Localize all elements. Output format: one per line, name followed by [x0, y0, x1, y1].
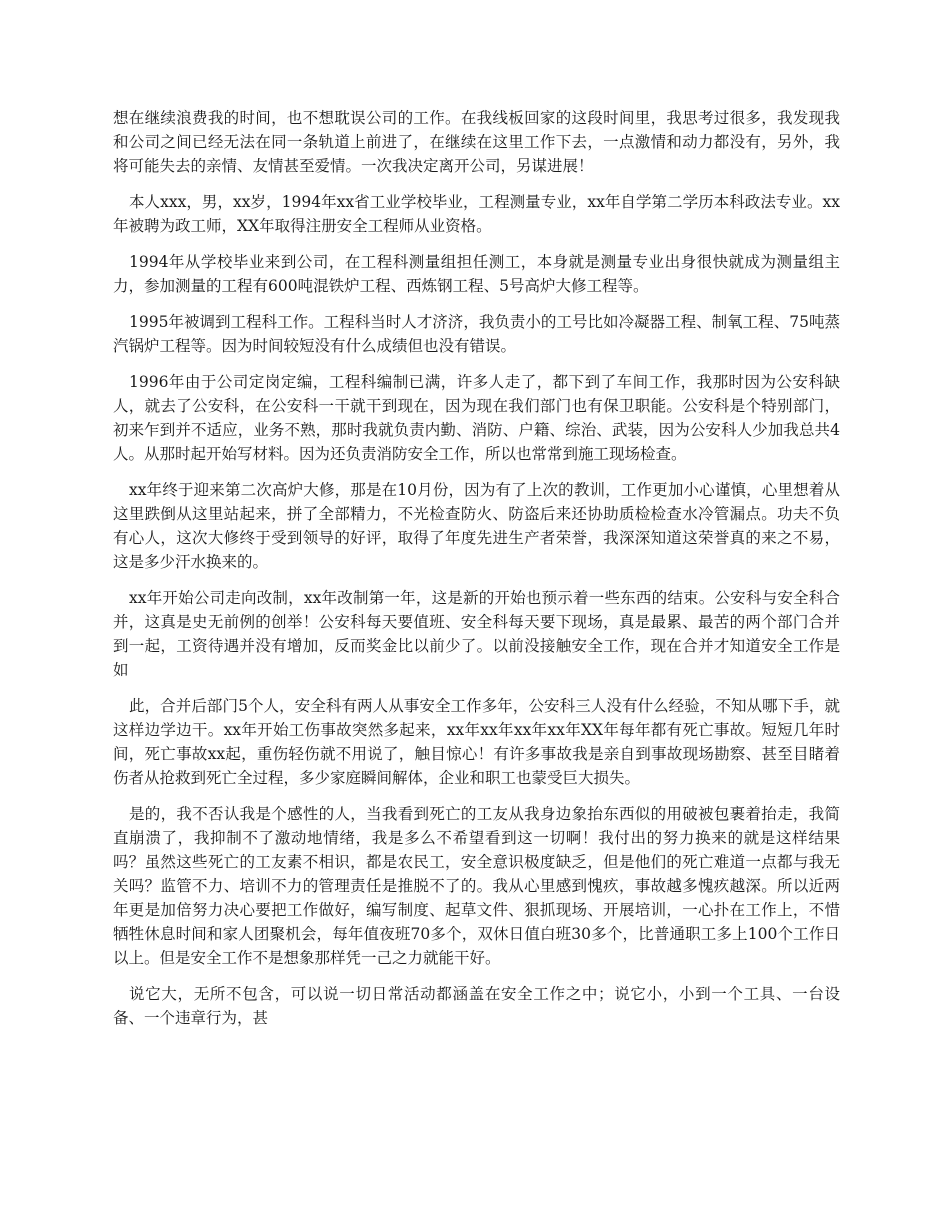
paragraph-9: 是的，我不否认我是个感性的人，当我看到死亡的工友从我身边象抬东西似的用破被包裹着抬走，我简直崩溃了，我抑制不了激动地情绪，我是多么不希望看到这一切啊！我付出的努力换来的就是这样结果吗？虽然这些死亡的工友素不相识，都是农民工，安全意识极度缺乏，但是他们的死亡难道一点都与我无关吗？监管不力、培训不力的管理责任是推脱不了的。我从心里感到愧疚，事故越多愧疚越深。所以近两年更是加倍努力决心要把工作做好，编写制度、起草文件、狠抓现场、开展培训，一心扑在工作上，不惜牺牲休息时间和家人团聚机会，每年值夜班70多个，双休日值白班30多个，比普通职工多上100个工作日以上。但是安全工作不是想象那样凭一己之力就能干好。 [113, 805, 840, 967]
paragraph-2: 本人xxx，男，xx岁，1994年xx省工业学校毕业，工程测量专业，xx年自学第二学历本科政法专业。xx年被聘为政工师，XX年取得注册安全工程师从业资格。 [113, 193, 840, 235]
document-page [113, 106, 840, 1042]
paragraph-7: xx年开始公司走向改制，xx年改制第一年，这是新的开始也预示着一些东西的结束。公安科与安全科合并，这真是史无前例的创举！公安科每天要值班、安全科每天要下现场，真是最累、最苦的两个部门合并到一起，工资待遇并没有增加，反而奖金比以前少了。以前没接触安全工作，现在合并才知道安全工作是如 [113, 589, 840, 679]
paragraph-8: 此，合并后部门5个人，安全科有两人从事安全工作多年，公安科三人没有什么经验，不知从哪下手，就这样边学边干。xx年开始工伤事故突然多起来，xx年xx年xx年xx年XX年每年都有死亡事故。短短几年时间，死亡事故xx起，重伤轻伤就不用说了，触目惊心！有许多事故我是亲自到事故现场勘察、甚至目睹着伤者从抢救到死亡全过程，多少家庭瞬间解体，企业和职工也蒙受巨大损失。 [113, 697, 840, 787]
paragraph-5: 1996年由于公司定岗定编，工程科编制已满，许多人走了，都下到了车间工作，我那时因为公安科缺人，就去了公安科，在公安科一干就干到现在，因为现在我们部门也有保卫职能。公安科是个特别部门，初来乍到并不适应，业务不熟，那时我就负责内勤、消防、户籍、综治、武装，因为公安科人少加我总共4人。从那时起开始写材料。因为还负责消防安全工作，所以也常常到施工现场检查。 [113, 373, 840, 463]
paragraph-4: 1995年被调到工程科工作。工程科当时人才济济，我负责小的工号比如冷凝器工程、制氧工程、75吨蒸汽锅炉工程等。因为时间较短没有什么成绩但也没有错误。 [113, 313, 840, 355]
paragraph-3: 1994年从学校毕业来到公司，在工程科测量组担任测工，本身就是测量专业出身很快就成为测量组主力，参加测量的工程有600吨混铁炉工程、西炼钢工程、5号高炉大修工程等。 [113, 253, 840, 295]
paragraph-1: 想在继续浪费我的时间，也不想耽误公司的工作。在我线板回家的这段时间里，我思考过很多，我发现我和公司之间已经无法在同一条轨道上前进了，在继续在这里工作下去，一点激情和动力都没有，另外，我将可能失去的亲情、友情甚至爱情。一次我决定离开公司，另谋进展！ [113, 109, 840, 175]
paragraph-10: 说它大，无所不包含，可以说一切日常活动都涵盖在安全工作之中；说它小，小到一个工具、一台设备、一个违章行为，甚 [113, 985, 840, 1027]
paragraph-6: xx年终于迎来第二次高炉大修，那是在10月份，因为有了上次的教训，工作更加小心谨慎，心里想着从这里跌倒从这里站起来，拼了全部精力，不光检查防火、防盗后来还协助质检检查水冷管漏点。功夫不负有心人，这次大修终于受到领导的好评，取得了年度先进生产者荣誉，我深深知道这荣誉真的来之不易，这是多少汗水换来的。 [113, 481, 840, 571]
